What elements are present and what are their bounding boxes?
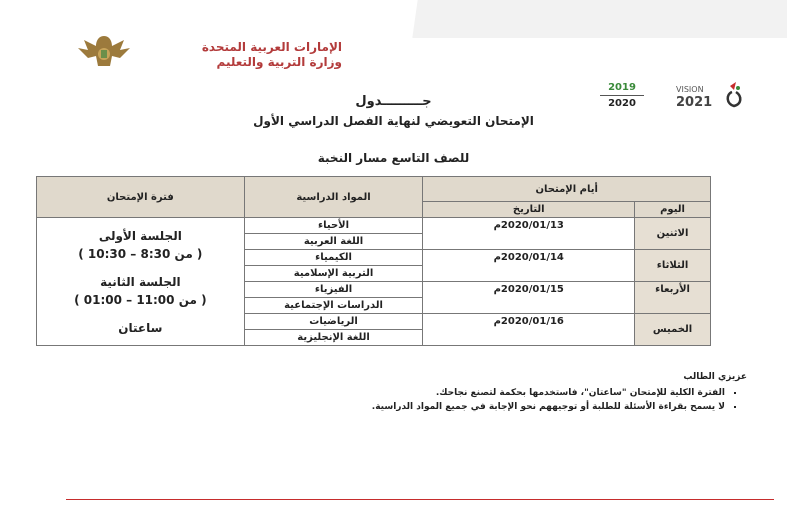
subject-cell: الرياضيات: [244, 314, 423, 330]
notes-heading: عزيزي الطالب: [683, 372, 747, 382]
ministry-line-country: الإمارات العربية المتحدة: [201, 40, 342, 54]
header-date: التاريخ: [423, 202, 635, 218]
subject-cell: الأحياء: [244, 218, 423, 234]
subject-cell: الدراسات الإجتماعية: [244, 298, 423, 314]
day-cell: الثلاثاء: [635, 250, 711, 282]
ministry-line-ministry: وزارة التربية والتعليم: [216, 55, 342, 69]
session2-time: ( من 11:00 – 01:00 ): [74, 292, 207, 307]
date-cell: 2020/01/14م: [423, 250, 635, 282]
grade-title: للصف التاسع مسار النخبة: [317, 151, 470, 165]
exam-schedule-table: [36, 176, 711, 346]
subject-cell: الفيزياء: [244, 282, 423, 298]
session1-time: ( من 8:30 – 10:30 ): [78, 246, 203, 261]
session2-label: الجلسة الثانية: [100, 274, 181, 289]
subject-cell: الكيمياء: [244, 250, 423, 266]
subject-cell: اللغة الإنجليزية: [244, 330, 423, 346]
day-cell: الأربعاء: [635, 282, 711, 314]
header-period: فترة الإمتحان: [37, 177, 245, 218]
year-start: 2019: [608, 82, 636, 93]
date-cell: 2020/01/15م: [423, 282, 635, 314]
vision-label: VISION: [676, 85, 704, 94]
date-cell: 2020/01/16م: [423, 314, 635, 346]
subject-cell: اللغة العربية: [244, 234, 423, 250]
list-item: ▪ لا يسمح بقراءة الأسئلة للطلبة أو توجيههم نحو الإجابة في جميع المواد الدراسية.: [227, 402, 725, 412]
header-gray-band: [408, 0, 787, 38]
notes-list: [227, 388, 747, 412]
day-cell: الخميس: [635, 314, 711, 346]
ministry-name: [202, 40, 342, 70]
duration-label: ساعتان: [118, 320, 163, 335]
exam-subtitle: الإمتحان التعويضي لنهاية الفصل الدراسي الأول: [253, 114, 534, 128]
page-title: جـــــــــدول: [355, 94, 432, 109]
subject-cell: التربية الإسلامية: [244, 266, 423, 282]
date-cell: 2020/01/13م: [423, 218, 635, 250]
footer-divider: [66, 499, 774, 500]
header-exam-days: أيام الإمتحان: [423, 177, 711, 202]
header-subjects: المواد الدراسية: [244, 177, 423, 218]
day-cell: الاثنين: [635, 218, 711, 250]
header-day: اليوم: [635, 202, 711, 218]
student-notes: [227, 372, 747, 416]
uae-emblem-icon: [74, 32, 134, 72]
year-end: 2020: [608, 98, 636, 109]
exam-period-cell: [37, 218, 245, 346]
list-item: ▪ الفترة الكلية للإمتحان "ساعتان"، فاستخدمها بحكمة لتصنع نجاحك.: [227, 388, 725, 398]
vision-year: 2021: [676, 95, 713, 110]
session1-label: الجلسة الأولى: [98, 228, 182, 243]
